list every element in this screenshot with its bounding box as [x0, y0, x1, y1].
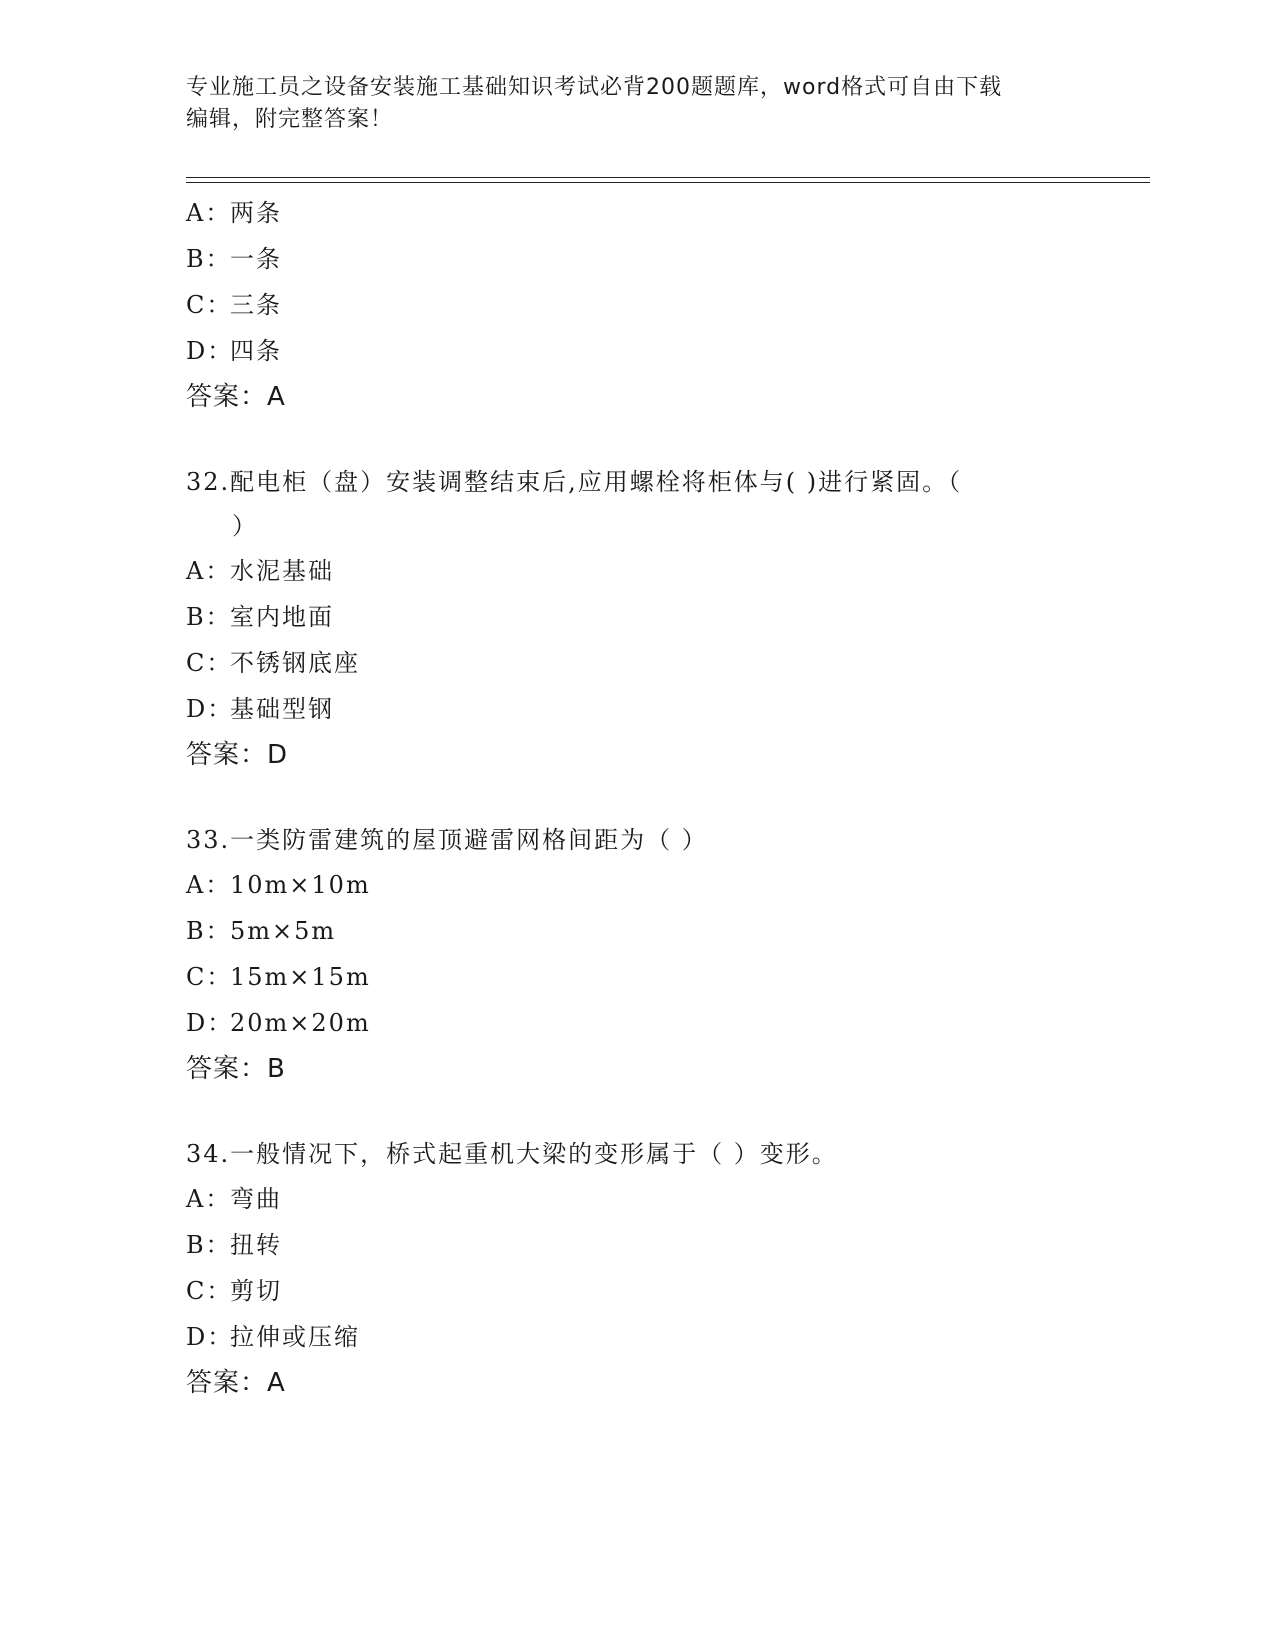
option-text: 基础型钢 [230, 695, 334, 723]
answer-33: 答案：B [186, 1054, 286, 1084]
question-32-stem: 32.配电柜（盘）安装调整结束后,应用螺栓将柜体与( )进行紧固。（ [186, 468, 963, 496]
option-d [186, 1000, 1086, 1046]
option-text: 不锈钢底座 [230, 649, 360, 677]
option-letter: D： [186, 695, 234, 723]
option-letter: B： [186, 917, 232, 945]
option-letter: D： [186, 1009, 234, 1037]
option-letter: A： [186, 557, 232, 585]
option-a [186, 862, 1086, 908]
option-letter: C： [186, 1277, 233, 1305]
option-text: 15m×15m [230, 963, 371, 991]
option-a [186, 1176, 1086, 1222]
option-text: 两条 [230, 199, 282, 227]
option-text: 三条 [230, 291, 282, 319]
option-text: 20m×20m [230, 1009, 371, 1037]
option-c [186, 954, 1086, 1000]
option-letter: B： [186, 603, 232, 631]
option-b [186, 236, 1086, 282]
option-text: 水泥基础 [230, 557, 334, 585]
header-title-line-2: 编辑，附完整答案！ [186, 107, 394, 132]
option-text: 四条 [230, 337, 282, 365]
option-letter: B： [186, 1231, 232, 1259]
header-divider-top [186, 177, 1150, 178]
option-c [186, 640, 1086, 686]
option-text: 5m×5m [230, 917, 337, 945]
option-letter: A： [186, 871, 232, 899]
option-letter: A： [186, 199, 232, 227]
option-text: 剪切 [230, 1277, 282, 1305]
option-text: 一条 [230, 245, 282, 273]
question-33-block [186, 818, 1086, 1092]
option-a [186, 548, 1086, 594]
option-text: 扭转 [230, 1231, 282, 1259]
option-text: 室内地面 [230, 603, 334, 631]
question-34-stem: 34.一般情况下，桥式起重机大梁的变形属于（ ）变形。 [186, 1140, 838, 1168]
document-body [186, 190, 1086, 1406]
option-b [186, 1222, 1086, 1268]
header-title-line-1: 专业施工员之设备安装施工基础知识考试必背200题题库，word格式可自由下载 [186, 75, 1003, 100]
option-letter: A： [186, 1185, 232, 1213]
option-letter: C： [186, 963, 233, 991]
question-33-stem: 33.一类防雷建筑的屋顶避雷网格间距为（ ） [186, 826, 708, 854]
answer-34: 答案：A [186, 1368, 286, 1398]
document-header [186, 72, 1066, 136]
answer-31: 答案：A [186, 382, 286, 412]
option-letter: D： [186, 1323, 234, 1351]
option-b [186, 908, 1086, 954]
question-32-stem-wrap: ） [232, 512, 258, 540]
question-31-block [186, 190, 1086, 420]
option-d [186, 686, 1086, 732]
option-a [186, 190, 1086, 236]
option-text: 拉伸或压缩 [230, 1323, 360, 1351]
question-32-block [186, 460, 1086, 778]
header-divider-bottom [186, 182, 1150, 183]
option-text: 弯曲 [230, 1185, 282, 1213]
option-text: 10m×10m [230, 871, 371, 899]
option-letter: C： [186, 649, 233, 677]
option-letter: B： [186, 245, 232, 273]
option-c [186, 1268, 1086, 1314]
option-letter: D： [186, 337, 234, 365]
question-34-block [186, 1132, 1086, 1406]
option-b [186, 594, 1086, 640]
option-letter: C： [186, 291, 233, 319]
option-d [186, 1314, 1086, 1360]
option-d [186, 328, 1086, 374]
option-c [186, 282, 1086, 328]
answer-32: 答案：D [186, 740, 289, 770]
